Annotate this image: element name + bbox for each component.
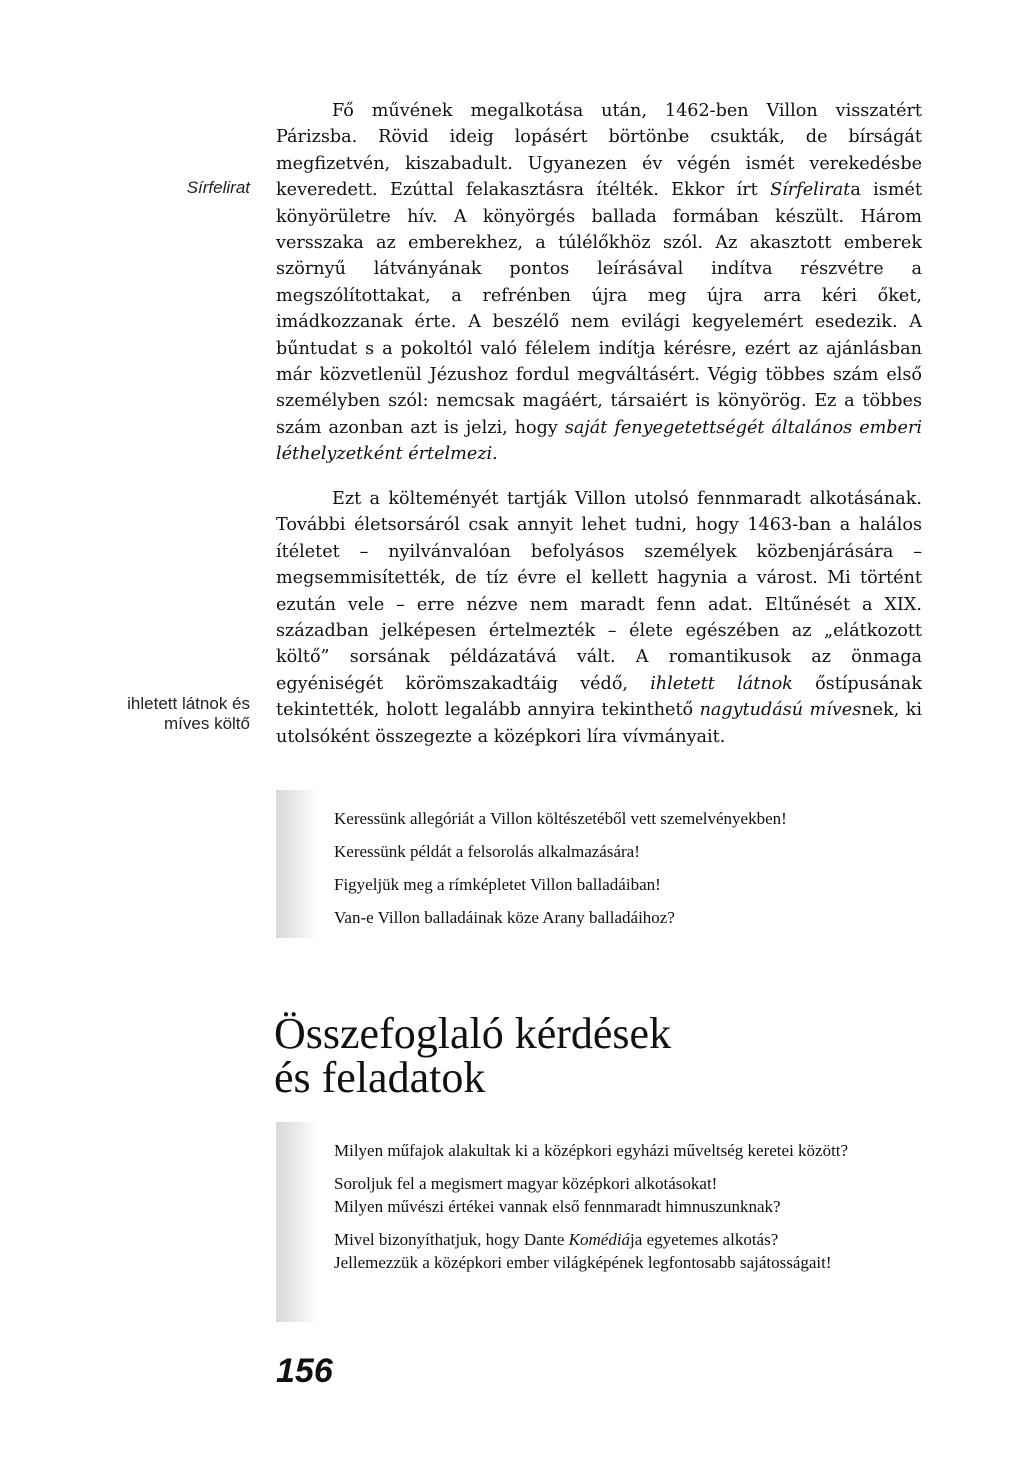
section-title-line2: és feladatok bbox=[274, 1053, 486, 1102]
section-title-line1: Összefoglaló kérdések bbox=[274, 1009, 672, 1058]
task-list-villon bbox=[334, 807, 922, 929]
page-number: 156 bbox=[276, 1352, 333, 1390]
margin-note-ihletett-line2: míves költő bbox=[164, 714, 250, 733]
task-item: Van-e Villon balladáinak köze Arany balladáihoz? bbox=[334, 908, 675, 927]
section-title bbox=[274, 1009, 924, 1102]
task-box-shade-bar bbox=[276, 1122, 318, 1322]
task-item: Keressünk példát a felsorolás alkalmazására! bbox=[334, 842, 640, 861]
question-item bbox=[334, 1228, 922, 1251]
para1-italic-title: Sírfelirat bbox=[770, 180, 851, 201]
para1-text-2: a ismét könyörületre hív. A könyörgés ballada formában készült. Három versszaka az emberekhez, a túlélőkhöz szól. Az akasztott emberek szörnyű látványának pontos leírásával indítva részvétre a megszólítottakat, a refrénben újra meg újra arra kéri őket, imádkozzanak érte. A beszélő nem evilági kegyelemért esedezik. A bűntudat s a pokoltól való félelem indítja kérésre, ezért az ajánlásban már közvetlenül Jézushoz fordul megváltásért. Végig többes szám első személyben szól: nemcsak magáért, társaiért is könyörög. Ez a többes szám azonban azt is jelzi, hogy bbox=[276, 180, 922, 438]
margin-note-sirfelirat-text: Sírfelirat bbox=[186, 178, 250, 197]
para2-text-1: Ezt a költeményét tartják Villon utolsó fennmaradt alkotásának. További életsorsáról csak annyit lehet tudni, hogy 1463-ban a halálos ítéletet – nyilvánvalóan befolyásos személyek közbenjárására – megsemmisítették, de tíz évre el kellett hagynia a várost. Mi történt ezután vele – erre nézve nem maradt fenn adat. Eltűnését a XIX. században jelképesen értelmezték – élete egészében az „elátkozott költő” sorsának példázatává vált. A romantikusok az önmaga egyéniségét körömszakadtáig védő, bbox=[276, 489, 922, 694]
para2-text-3: nek, ki utolsóként összegezte a középkori líra vívmányait. bbox=[276, 700, 922, 747]
margin-note-ihletett bbox=[30, 694, 250, 734]
para2-italic-1: ihletett látnok bbox=[650, 673, 793, 694]
task-list-summary bbox=[334, 1139, 922, 1274]
para1-text-1: Fő művének megalkotása után, 1462-ben Villon visszatért Párizsba. Rövid ideig lopásért börtönbe csukták, de bírságát megfizetvén, kiszabadult. Ugyanezen év végén ismét verekedésbe keveredett. Ezúttal felakasztásra ítélték. Ekkor írt bbox=[276, 101, 922, 201]
question-text: Mivel bizonyíthatjuk, hogy Dante bbox=[334, 1230, 569, 1249]
question-item: Jellemezzük a középkori ember világképének legfontosabb sajátosságait! bbox=[334, 1253, 832, 1272]
para1-italic-emphasis: saját fenyegetettségét általános emberi léthelyzetként értelmezi. bbox=[276, 417, 922, 465]
para2-italic-2: nagytudású míves bbox=[699, 700, 862, 721]
question-item: Milyen műfajok alakultak ki a középkori egyházi műveltség keretei között? bbox=[334, 1141, 849, 1160]
task-box-summary bbox=[276, 1122, 922, 1322]
task-item: Keressünk allegóriát a Villon költészetéből vett szemelvényekben! bbox=[334, 809, 787, 828]
question-item: Soroljuk fel a megismert magyar középkori alkotásokat! bbox=[334, 1174, 718, 1193]
task-box-villon bbox=[276, 790, 922, 938]
paragraph-sirfelirat bbox=[276, 98, 922, 468]
para2-text-2: őstípusának tekintették, holott legalább annyira tekinthető bbox=[276, 673, 922, 721]
paragraph-legacy bbox=[276, 486, 922, 750]
question-text: ja egyetemes alkotás? bbox=[630, 1230, 779, 1249]
task-item: Figyeljük meg a rímképletet Villon balladáiban! bbox=[334, 875, 661, 894]
margin-note-ihletett-line1: ihletett látnok és bbox=[127, 694, 250, 713]
question-item: Milyen művészi értékei vannak első fennmaradt himnuszunknak? bbox=[334, 1197, 781, 1216]
margin-note-sirfelirat bbox=[30, 178, 250, 198]
question-italic-title: Komédiá bbox=[568, 1230, 631, 1249]
task-box-shade-bar bbox=[276, 790, 318, 938]
